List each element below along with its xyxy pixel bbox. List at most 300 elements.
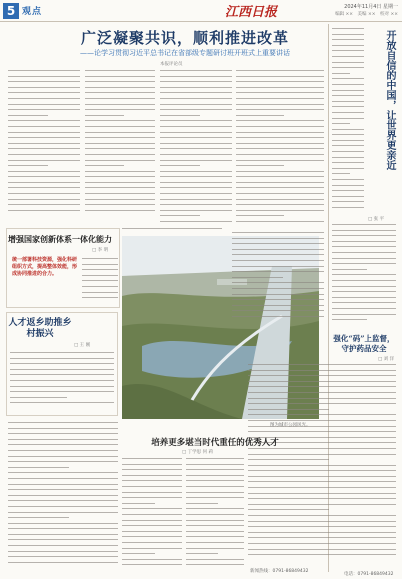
text-line <box>85 98 155 99</box>
text-line <box>332 274 396 275</box>
text-line <box>248 414 396 415</box>
text-line <box>8 556 118 557</box>
text-line <box>186 520 244 521</box>
text-line <box>248 465 396 466</box>
text-line <box>8 450 118 451</box>
text-line <box>332 28 364 29</box>
text-line <box>232 260 324 261</box>
right-column-text-b <box>332 224 396 329</box>
text-line <box>332 179 364 180</box>
text-line <box>8 551 118 552</box>
middle-column-1 <box>122 228 222 236</box>
text-line <box>8 70 80 71</box>
text-line <box>8 98 80 99</box>
text-line <box>122 228 222 229</box>
text-line <box>332 67 364 68</box>
text-line <box>332 134 364 135</box>
text-line <box>332 269 367 270</box>
text-line <box>10 363 114 364</box>
text-line <box>85 104 155 105</box>
middle-column-2 <box>232 232 324 322</box>
text-line <box>122 497 182 498</box>
text-line <box>232 299 324 300</box>
text-line <box>186 542 244 543</box>
text-line <box>332 224 396 225</box>
text-line <box>332 297 396 298</box>
text-line <box>236 120 324 121</box>
text-line <box>248 409 329 410</box>
text-line <box>8 210 80 211</box>
text-line <box>8 428 118 429</box>
text-line <box>160 215 200 216</box>
right-column-headline: 开放自信的中国，让世界更亲近 <box>384 30 395 170</box>
text-line <box>332 39 364 40</box>
text-line <box>236 87 324 88</box>
text-line <box>8 528 118 529</box>
text-line <box>186 514 244 515</box>
text-line <box>8 187 80 188</box>
lead-column-1 <box>8 70 80 220</box>
text-line <box>8 478 118 479</box>
text-line <box>332 62 364 63</box>
text-line <box>160 221 232 222</box>
bottom-column-2 <box>186 458 244 570</box>
text-line <box>236 182 324 183</box>
text-line <box>160 87 232 88</box>
box-drug-byline: □ 刘 洋 <box>378 357 395 362</box>
text-line <box>160 70 232 71</box>
text-line <box>8 204 80 205</box>
text-line <box>8 422 118 423</box>
text-line <box>122 559 182 560</box>
text-line <box>186 531 244 532</box>
text-line <box>332 90 364 91</box>
text-line <box>85 160 155 161</box>
text-line <box>186 469 244 470</box>
text-line <box>232 232 324 233</box>
text-line <box>160 176 232 177</box>
text-line <box>236 132 324 133</box>
text-line <box>232 310 324 311</box>
box-innovation-pullquote: 统一部署科技资源，强化科研组织方式，提高整体效能，形成协同推进的合力。 <box>12 257 78 277</box>
text-line <box>236 221 324 222</box>
text-line <box>82 286 118 287</box>
section-name: 观点 <box>22 7 43 17</box>
text-line <box>160 81 232 82</box>
text-line <box>232 277 283 278</box>
text-line <box>332 145 364 146</box>
text-line <box>122 480 182 481</box>
text-line <box>332 129 364 130</box>
text-line <box>332 190 364 191</box>
text-line <box>160 132 232 133</box>
text-line <box>332 95 364 96</box>
text-line <box>122 536 182 537</box>
text-line <box>82 269 118 270</box>
text-line <box>122 464 182 465</box>
box-drug-headline: 强化“码”上监督，守护药品安全 <box>333 334 395 353</box>
text-line <box>248 386 396 387</box>
text-line <box>232 243 324 244</box>
text-line <box>232 282 324 283</box>
bottom-byline: □ 丁学思 何 莉 <box>182 450 214 455</box>
text-line <box>248 370 396 371</box>
text-line <box>332 319 367 320</box>
lead-column-4 <box>236 70 324 230</box>
text-line <box>236 70 324 71</box>
text-line <box>236 171 324 172</box>
text-line <box>332 151 364 152</box>
text-line <box>85 165 124 166</box>
text-line <box>236 199 324 200</box>
text-line <box>10 358 114 359</box>
text-line <box>232 249 324 250</box>
text-line <box>236 193 324 194</box>
text-line <box>332 258 396 259</box>
text-line <box>332 157 364 158</box>
text-line <box>236 215 284 216</box>
text-line <box>160 154 232 155</box>
text-line <box>232 271 324 272</box>
text-line <box>8 562 118 563</box>
text-line <box>85 148 155 149</box>
text-line <box>248 454 396 455</box>
text-line <box>248 554 396 555</box>
text-line <box>8 81 80 82</box>
footer-left: 新闻热线：0791-86849432 <box>250 569 309 574</box>
text-line <box>332 230 396 231</box>
text-line <box>122 514 182 515</box>
text-line <box>8 76 80 77</box>
text-line <box>186 475 244 476</box>
text-line <box>186 492 244 493</box>
text-line <box>8 444 118 445</box>
text-line <box>332 123 350 124</box>
text-line <box>160 204 232 205</box>
text-line <box>332 302 396 303</box>
text-line <box>8 534 118 535</box>
text-line <box>10 380 114 381</box>
text-line <box>82 292 118 293</box>
text-line <box>332 50 364 51</box>
issue-date: 2024年11月4日 星期一 <box>344 4 398 10</box>
text-line <box>248 459 329 460</box>
text-line <box>160 187 232 188</box>
text-line <box>332 185 364 186</box>
text-line <box>8 517 69 518</box>
text-line <box>232 294 324 295</box>
text-line <box>248 470 396 471</box>
text-line <box>85 115 124 116</box>
text-line <box>160 210 232 211</box>
text-line <box>236 160 324 161</box>
text-line <box>10 397 67 398</box>
text-line <box>85 132 155 133</box>
text-line <box>248 487 396 488</box>
text-line <box>332 84 364 85</box>
text-line <box>236 143 324 144</box>
text-line <box>160 137 232 138</box>
text-line <box>236 109 324 110</box>
text-line <box>85 76 155 77</box>
text-line <box>122 531 182 532</box>
text-line <box>8 154 80 155</box>
text-line <box>332 118 364 119</box>
text-line <box>10 369 114 370</box>
right-column-byline: □ 张 平 <box>368 217 385 222</box>
text-line <box>8 484 118 485</box>
text-line <box>332 280 396 281</box>
text-line <box>8 160 80 161</box>
text-line <box>332 106 364 107</box>
text-line <box>332 78 364 79</box>
text-line <box>186 564 244 565</box>
text-line <box>248 476 396 477</box>
text-line <box>10 352 114 353</box>
text-line <box>8 489 118 490</box>
text-line <box>248 515 396 516</box>
text-line <box>236 210 324 211</box>
text-line <box>332 207 364 208</box>
text-line <box>8 433 118 434</box>
text-line <box>85 70 155 71</box>
text-line <box>8 176 80 177</box>
text-line <box>160 182 232 183</box>
lead-byline: 本报评论员 <box>160 62 183 67</box>
text-line <box>186 464 244 465</box>
box-innovation-byline: □ 李 明 <box>92 248 109 253</box>
text-line <box>8 500 118 501</box>
text-line <box>232 316 324 317</box>
text-line <box>8 182 80 183</box>
text-line <box>186 536 244 537</box>
lead-column-2 <box>85 70 155 220</box>
box-innovation-text <box>82 258 118 304</box>
text-line <box>85 199 155 200</box>
text-line <box>332 112 364 113</box>
box-rural-byline: □ 王 刚 <box>74 343 91 348</box>
text-line <box>122 520 182 521</box>
text-line <box>85 92 155 93</box>
text-line <box>85 182 155 183</box>
text-line <box>8 126 80 127</box>
text-line <box>186 503 218 504</box>
text-line <box>248 537 396 538</box>
text-line <box>160 98 232 99</box>
bottom-headline: 培养更多堪当时代重任的优秀人才 <box>151 438 279 448</box>
lead-subhead: ——论学习贯彻习近平总书记在省部级专题研讨班开班式上重要讲话 <box>80 49 290 57</box>
text-line <box>82 258 118 259</box>
text-line <box>160 193 232 194</box>
box-drug-text <box>248 364 396 564</box>
text-line <box>122 469 182 470</box>
text-line <box>8 165 48 166</box>
text-line <box>8 467 69 468</box>
text-line <box>10 386 114 387</box>
text-line <box>8 143 80 144</box>
text-line <box>8 193 80 194</box>
text-line <box>8 472 118 473</box>
text-line <box>8 171 80 172</box>
text-line <box>248 426 396 427</box>
text-line <box>85 109 155 110</box>
text-line <box>8 120 80 121</box>
text-line <box>332 173 350 174</box>
text-line <box>85 120 155 121</box>
text-line <box>8 506 118 507</box>
text-line <box>8 148 80 149</box>
text-line <box>8 495 118 496</box>
text-line <box>85 204 155 205</box>
text-line <box>186 458 244 459</box>
text-line <box>232 238 324 239</box>
text-line <box>332 196 364 197</box>
text-line <box>232 305 324 306</box>
text-line <box>248 493 396 494</box>
text-line <box>332 241 396 242</box>
text-line <box>160 76 232 77</box>
editor-line: 编辑 ×× 美编 ×× 校对 ×× <box>335 12 398 17</box>
text-line <box>160 92 232 93</box>
right-column-text-a <box>332 28 364 218</box>
text-line <box>248 498 396 499</box>
text-line <box>85 210 155 211</box>
text-line <box>8 523 118 524</box>
text-line <box>248 521 396 522</box>
text-line <box>236 137 324 138</box>
text-line <box>8 92 80 93</box>
text-line <box>248 509 329 510</box>
text-line <box>8 545 118 546</box>
text-line <box>85 81 155 82</box>
text-line <box>332 235 396 236</box>
text-line <box>248 481 396 482</box>
masthead <box>0 0 402 22</box>
text-line <box>248 549 396 550</box>
text-line <box>248 543 396 544</box>
page-number: 5 <box>3 3 19 19</box>
text-line <box>248 526 396 527</box>
text-line <box>160 109 232 110</box>
text-line <box>248 448 396 449</box>
text-line <box>160 199 232 200</box>
text-line <box>186 559 244 560</box>
text-line <box>10 402 114 403</box>
text-line <box>186 508 244 509</box>
text-line <box>82 297 118 298</box>
text-line <box>332 308 396 309</box>
text-line <box>332 34 364 35</box>
text-line <box>332 263 396 264</box>
text-line <box>236 148 324 149</box>
text-line <box>122 475 182 476</box>
text-line <box>8 512 118 513</box>
text-line <box>236 204 324 205</box>
text-line <box>236 165 284 166</box>
text-line <box>160 171 232 172</box>
text-line <box>160 104 232 105</box>
box-innovation-headline: 增强国家创新体系一体化能力 <box>8 234 112 244</box>
text-line <box>160 148 232 149</box>
lead-column-3 <box>160 70 232 230</box>
text-line <box>248 398 396 399</box>
text-line <box>8 461 118 462</box>
text-line <box>122 542 182 543</box>
text-line <box>8 539 118 540</box>
text-line <box>332 286 396 287</box>
text-line <box>85 143 155 144</box>
text-line <box>332 314 396 315</box>
text-line <box>236 76 324 77</box>
text-line <box>332 140 364 141</box>
text-line <box>122 553 155 554</box>
text-line <box>236 92 324 93</box>
text-line <box>248 375 396 376</box>
text-line <box>232 254 324 255</box>
text-line <box>332 291 396 292</box>
text-line <box>186 497 244 498</box>
text-line <box>8 109 80 110</box>
text-line <box>85 87 155 88</box>
text-line <box>122 486 182 487</box>
text-line <box>122 525 182 526</box>
bottom-column-1 <box>122 458 182 570</box>
text-line <box>85 154 155 155</box>
text-line <box>332 73 350 74</box>
text-line <box>332 45 364 46</box>
text-line <box>332 56 364 57</box>
text-line <box>122 503 155 504</box>
text-line <box>85 176 155 177</box>
text-line <box>8 87 80 88</box>
text-line <box>8 132 80 133</box>
text-line <box>85 193 155 194</box>
text-line <box>186 486 244 487</box>
text-line <box>248 420 396 421</box>
text-line <box>248 392 396 393</box>
text-line <box>85 137 155 138</box>
text-line <box>332 162 364 163</box>
text-line <box>236 115 284 116</box>
text-line <box>186 553 218 554</box>
text-line <box>122 564 182 565</box>
text-line <box>122 548 182 549</box>
text-line <box>248 381 396 382</box>
text-line <box>332 101 364 102</box>
text-line <box>248 504 396 505</box>
text-line <box>248 532 396 533</box>
text-line <box>82 275 118 276</box>
text-line <box>332 201 364 202</box>
text-line <box>82 264 118 265</box>
text-line <box>160 115 200 116</box>
text-line <box>85 126 155 127</box>
text-line <box>82 280 118 281</box>
text-line <box>248 431 396 432</box>
text-line <box>332 168 364 169</box>
footer-right: 电话：0791-86849432 <box>344 572 394 577</box>
text-line <box>236 154 324 155</box>
text-line <box>186 480 244 481</box>
text-line <box>236 176 324 177</box>
text-line <box>8 137 80 138</box>
text-line <box>10 374 114 375</box>
newspaper-brand: 江西日报 <box>225 5 278 20</box>
text-line <box>160 120 232 121</box>
text-line <box>236 81 324 82</box>
text-line <box>8 199 80 200</box>
text-line <box>186 525 244 526</box>
